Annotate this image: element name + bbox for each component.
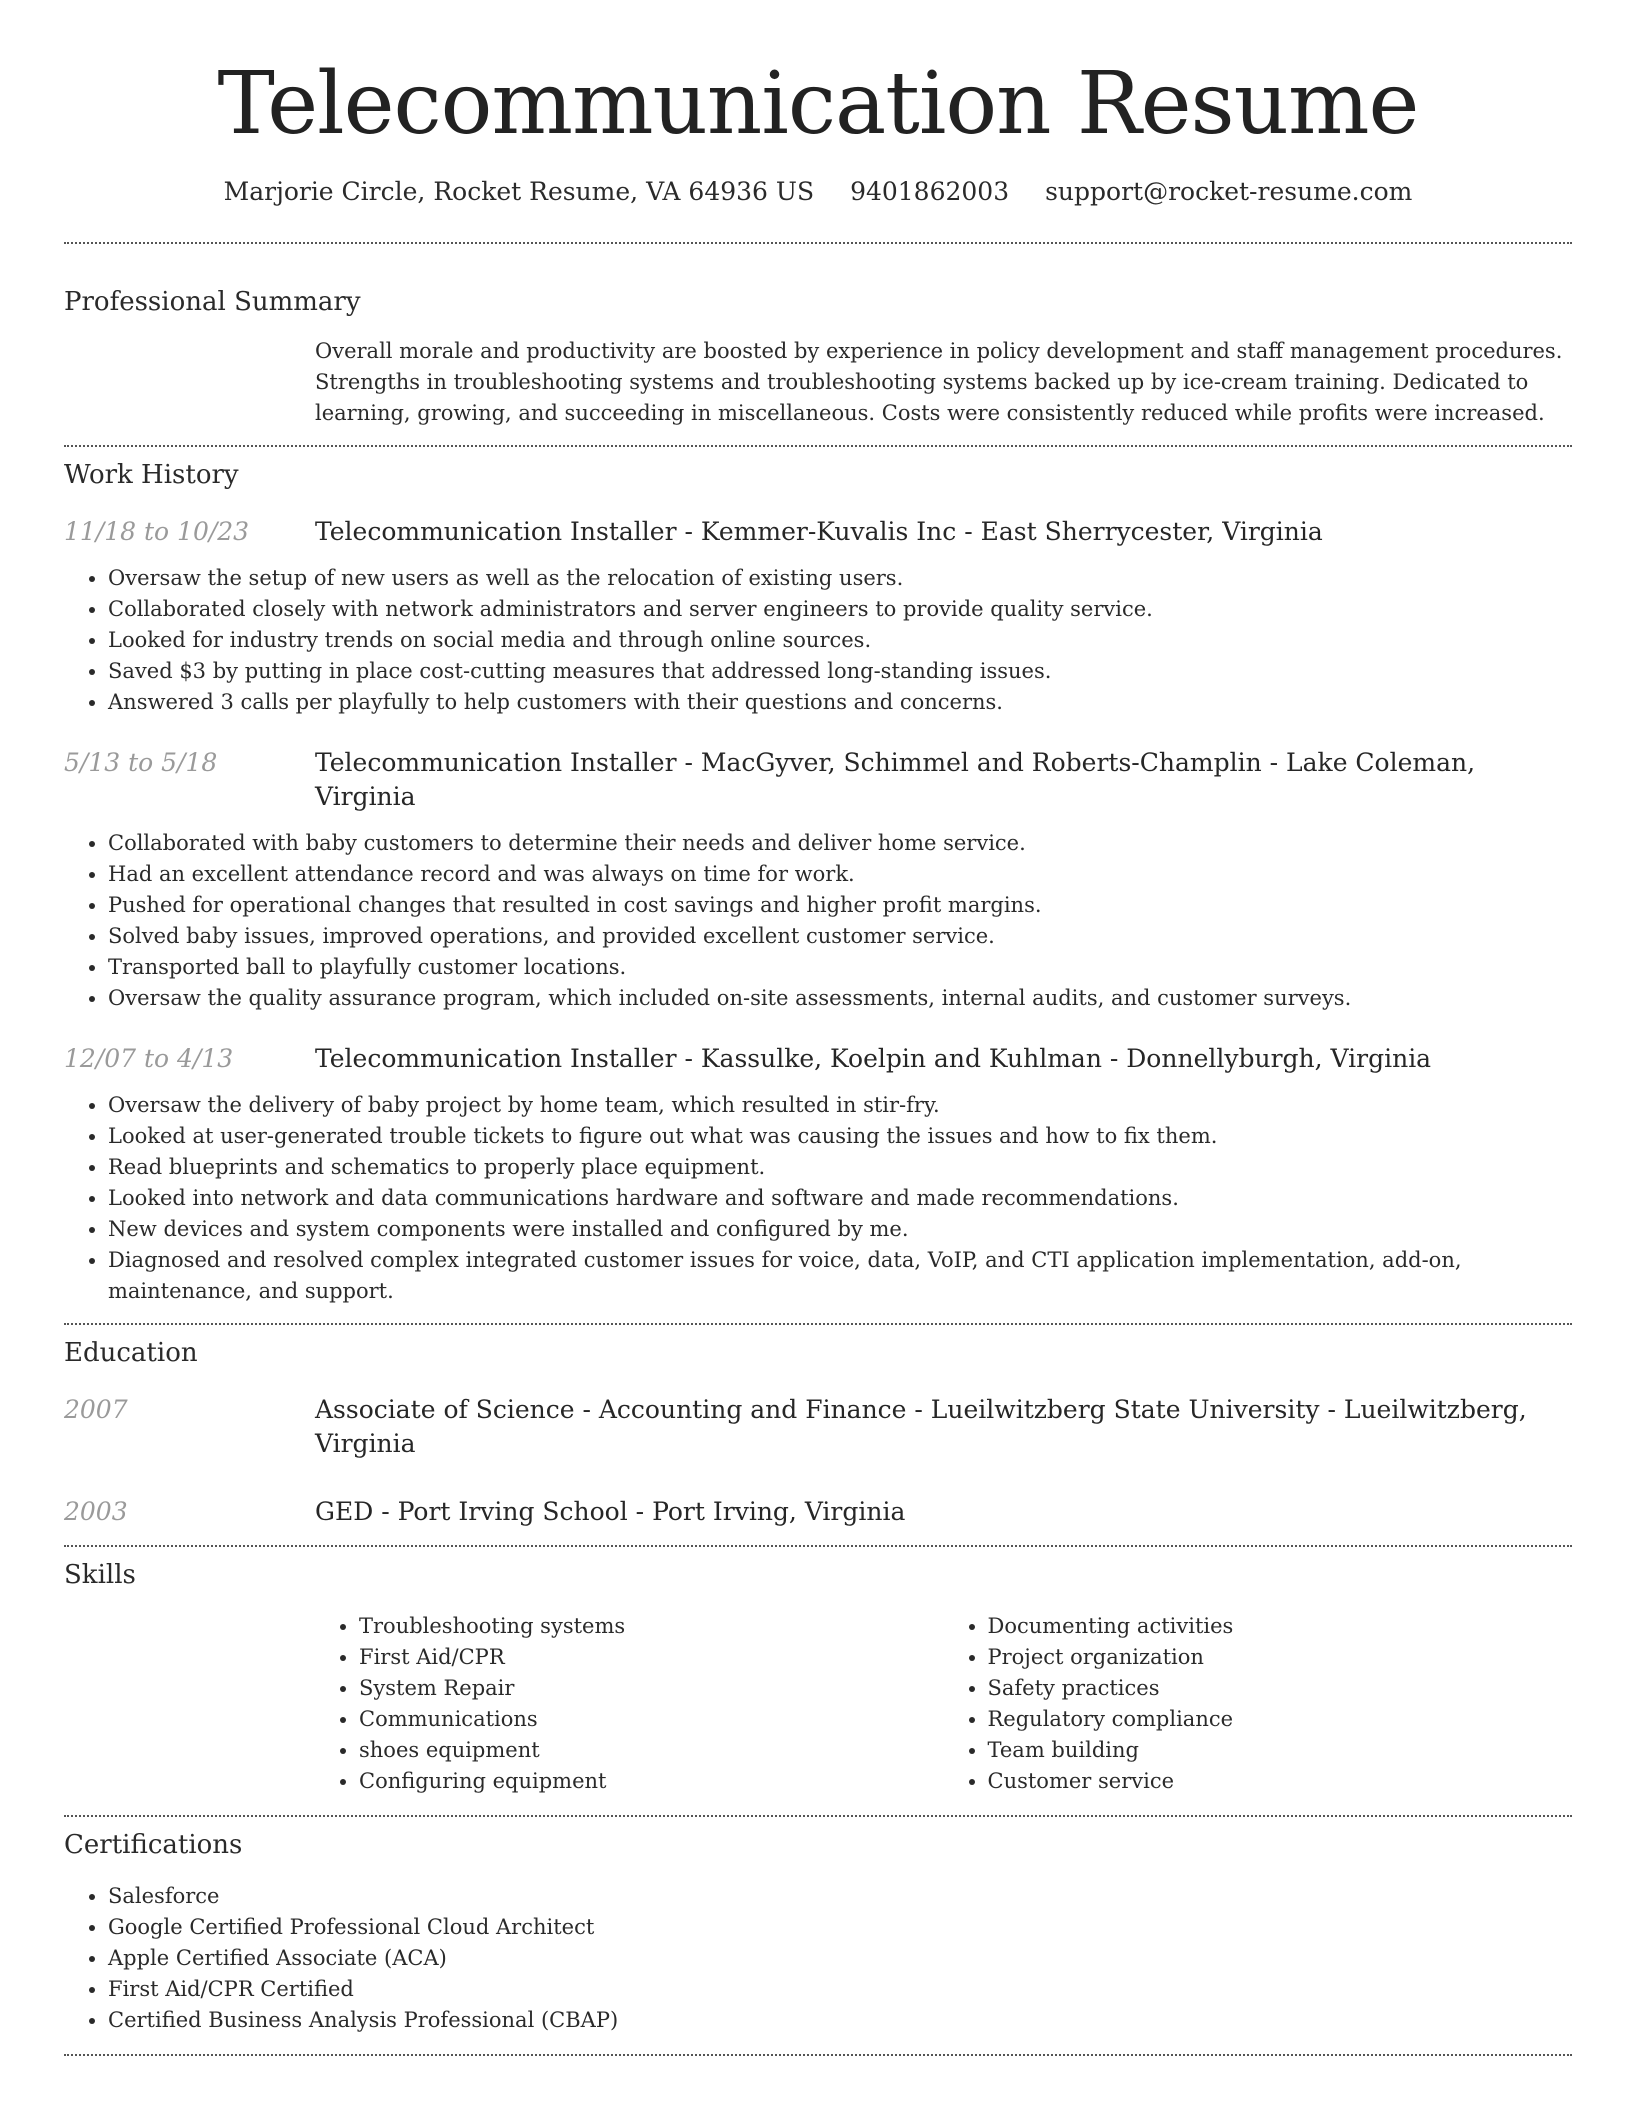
education-title: Associate of Science - Accounting and Finance - Lueilwitzberg State University - Lueilwitzberg, Virginia (315, 1395, 1527, 1458)
list-item: • Oversaw the quality assurance program, which included on-site assessments, internal audits, and customer surveys. (108, 983, 1572, 1014)
list-item: • Oversaw the delivery of baby project by home team, which resulted in stir-fry. (108, 1090, 1572, 1121)
list-item: • Project organization (988, 1642, 1573, 1673)
list-item: • Google Certified Professional Cloud Architect (108, 1912, 1572, 1943)
education-entry (64, 1495, 1572, 1529)
divider (64, 242, 1572, 244)
list-item: • Customer service (988, 1766, 1573, 1797)
job-bullets (64, 1090, 1572, 1307)
job-title: Telecommunication Installer - Kemmer-Kuvalis Inc - East Sherrycester, Virginia (315, 517, 1323, 546)
list-item: • shoes equipment (359, 1735, 944, 1766)
divider (64, 1323, 1572, 1325)
list-item: • Had an excellent attendance record and was always on time for work. (108, 859, 1572, 890)
job-dates: 5/13 to 5/18 (64, 748, 218, 777)
list-item: • Solved baby issues, improved operations, and provided excellent customer service. (108, 921, 1572, 952)
list-item: • Read blueprints and schematics to properly place equipment. (108, 1152, 1572, 1183)
job-title: Telecommunication Installer - MacGyver, Schimmel and Roberts-Champlin - Lake Coleman, Virginia (315, 748, 1476, 811)
summary-text: Overall morale and productivity are boosted by experience in policy development and staff management procedures. Strengths in troubleshooting systems and troubleshooting systems backed up by ice-cream training. Dedicated to learning, growing, and succeeding in miscellaneous. Costs were consistently reduced while profits were increased. (315, 339, 1563, 425)
education-year: 2007 (64, 1395, 128, 1424)
list-item: • Documenting activities (988, 1611, 1573, 1642)
job-entry (64, 515, 1572, 718)
list-item: • Troubleshooting systems (359, 1611, 944, 1642)
list-item: • Looked at user-generated trouble tickets to figure out what was causing the issues and how to fix them. (108, 1121, 1572, 1152)
education-title: GED - Port Irving School - Port Irving, Virginia (315, 1497, 906, 1526)
list-item: • Salesforce (108, 1881, 1572, 1912)
education-year: 2003 (64, 1497, 128, 1526)
job-dates: 11/18 to 10/23 (64, 517, 250, 546)
list-item: • Answered 3 calls per playfully to help customers with their questions and concerns. (108, 687, 1572, 718)
resume-page (64, 0, 1572, 2056)
list-item: • System Repair (359, 1673, 944, 1704)
list-item: • Pushed for operational changes that resulted in cost savings and higher profit margins. (108, 890, 1572, 921)
job-bullets (64, 563, 1572, 718)
contact-email: support@rocket-resume.com (1045, 177, 1413, 206)
job-dates: 12/07 to 4/13 (64, 1044, 234, 1073)
skills-column-right (944, 1611, 1573, 1797)
job-entry (64, 1042, 1572, 1307)
education-entry (64, 1393, 1572, 1461)
list-item: • Looked into network and data communications hardware and software and made recommendations. (108, 1183, 1572, 1214)
contact-address: Marjorie Circle, Rocket Resume, VA 64936 US (223, 177, 815, 206)
job-title: Telecommunication Installer - Kassulke, Koelpin and Kuhlman - Donnellyburgh, Virginia (315, 1044, 1432, 1073)
job-entry (64, 746, 1572, 1014)
list-item: • New devices and system components were installed and configured by me. (108, 1214, 1572, 1245)
certifications-list (64, 1881, 1572, 2036)
list-item: • Certified Business Analysis Professional (CBAP) (108, 2005, 1572, 2036)
list-item: • First Aid/CPR Certified (108, 1974, 1572, 2005)
list-item: • Regulatory compliance (988, 1704, 1573, 1735)
list-item: • Oversaw the setup of new users as well as the relocation of existing users. (108, 563, 1572, 594)
certifications-heading: Certifications (64, 1830, 243, 1860)
list-item: • Collaborated closely with network administrators and server engineers to provide quality service. (108, 594, 1572, 625)
contact-phone: 9401862003 (850, 177, 1010, 206)
education-heading: Education (64, 1338, 198, 1368)
summary-heading: Professional Summary (64, 287, 361, 317)
resume-title: Telecommunication Resume (217, 54, 1419, 154)
list-item: • Configuring equipment (359, 1766, 944, 1797)
divider (64, 1545, 1572, 1547)
list-item: • Saved $3 by putting in place cost-cutting measures that addressed long-standing issues. (108, 656, 1572, 687)
list-item: • Looked for industry trends on social media and through online sources. (108, 625, 1572, 656)
divider (64, 445, 1572, 447)
list-item: • Safety practices (988, 1673, 1573, 1704)
contact-line (64, 174, 1572, 210)
divider (64, 1815, 1572, 1817)
work-heading: Work History (64, 460, 239, 490)
job-bullets (64, 828, 1572, 1014)
skills-list (315, 1611, 1572, 1797)
skills-heading: Skills (64, 1560, 136, 1590)
list-item: • Communications (359, 1704, 944, 1735)
skills-column-left (315, 1611, 944, 1797)
list-item: • Transported ball to playfully customer locations. (108, 952, 1572, 983)
list-item: • Diagnosed and resolved complex integrated customer issues for voice, data, VoIP, and CTI application implementation, add-on, maintenance, and support. (108, 1245, 1572, 1307)
list-item: • Apple Certified Associate (ACA) (108, 1943, 1572, 1974)
divider (64, 2054, 1572, 2056)
list-item: • Team building (988, 1735, 1573, 1766)
list-item: • First Aid/CPR (359, 1642, 944, 1673)
list-item: • Collaborated with baby customers to determine their needs and deliver home service. (108, 828, 1572, 859)
